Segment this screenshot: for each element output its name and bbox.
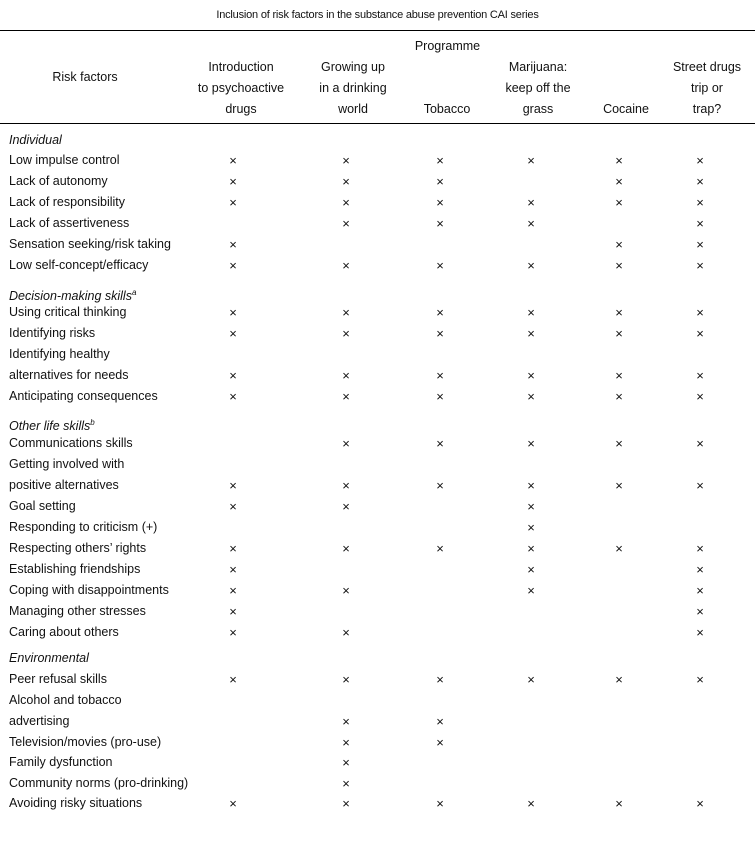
table-row: [0, 732, 755, 753]
risk-factor-label: Respecting others’ rights: [9, 541, 147, 555]
inclusion-mark: ×: [436, 478, 444, 493]
table-row: [0, 171, 755, 192]
inclusion-mark: ×: [696, 478, 704, 493]
table-row: [0, 302, 755, 323]
section-label: Individual: [9, 133, 62, 147]
inclusion-mark: ×: [527, 520, 535, 535]
table-row: [0, 601, 755, 622]
inclusion-mark: ×: [696, 174, 704, 189]
inclusion-mark: ×: [615, 796, 623, 811]
table-row: [0, 622, 755, 643]
column-header-marijuana: Marijuana: keep off the grass: [505, 60, 571, 116]
inclusion-mark: ×: [615, 478, 623, 493]
table-row: [0, 386, 755, 407]
inclusion-mark: ×: [342, 625, 350, 640]
inclusion-mark: ×: [436, 305, 444, 320]
risk-factor-label: Low self-concept/efficacy: [9, 258, 149, 272]
table-row: [0, 711, 755, 732]
inclusion-mark: ×: [696, 368, 704, 383]
risk-factor-label: Lack of responsibility: [9, 195, 126, 209]
inclusion-mark: ×: [229, 237, 237, 252]
risk-factor-label: Responding to criticism (+): [9, 520, 158, 534]
risk-factor-label: Television/movies (pro-use): [9, 735, 162, 749]
column-header-street-drugs: Street drugs trip or trap?: [672, 60, 742, 116]
risk-factor-label: Using critical thinking: [9, 305, 127, 319]
inclusion-mark: ×: [229, 153, 237, 168]
inclusion-mark: ×: [436, 258, 444, 273]
table-row: [0, 773, 755, 794]
risk-factor-label: Avoiding risky situations: [9, 796, 143, 810]
table-row: [0, 580, 755, 601]
table-row: [0, 255, 755, 276]
inclusion-mark: ×: [696, 195, 704, 210]
inclusion-mark: ×: [342, 195, 350, 210]
inclusion-mark: ×: [696, 583, 704, 598]
footnote-marker: b: [90, 418, 95, 427]
inclusion-mark: ×: [436, 216, 444, 231]
inclusion-mark: ×: [436, 174, 444, 189]
inclusion-mark: ×: [342, 326, 350, 341]
inclusion-mark: ×: [696, 436, 704, 451]
inclusion-mark: ×: [229, 672, 237, 687]
inclusion-mark: ×: [527, 216, 535, 231]
section-heading: [0, 412, 755, 433]
table-row: [0, 496, 755, 517]
risk-factor-label: Establishing friendships: [9, 562, 141, 576]
inclusion-mark: ×: [436, 735, 444, 750]
risk-factor-label: Identifying healthy: [9, 347, 110, 361]
inclusion-mark: ×: [615, 195, 623, 210]
inclusion-mark: ×: [696, 672, 704, 687]
inclusion-mark: ×: [527, 258, 535, 273]
risk-factor-label: alternatives for needs: [9, 368, 129, 382]
risk-factor-label: Alcohol and tobacco: [9, 693, 122, 707]
inclusion-mark: ×: [229, 796, 237, 811]
inclusion-mark: ×: [342, 755, 350, 770]
table-row: [0, 150, 755, 171]
risk-factors-header: Risk factors: [52, 70, 118, 84]
inclusion-mark: ×: [696, 237, 704, 252]
inclusion-mark: ×: [342, 796, 350, 811]
inclusion-mark: ×: [527, 541, 535, 556]
inclusion-mark: ×: [615, 672, 623, 687]
section-heading: [0, 282, 755, 303]
inclusion-mark: ×: [229, 478, 237, 493]
inclusion-mark: ×: [229, 368, 237, 383]
table-row: [0, 454, 755, 475]
programme-header: Programme: [414, 39, 481, 53]
inclusion-mark: ×: [527, 583, 535, 598]
section-heading: [0, 130, 755, 151]
risk-factor-label: Peer refusal skills: [9, 672, 107, 686]
inclusion-mark: ×: [615, 541, 623, 556]
table-row: [0, 323, 755, 344]
inclusion-mark: ×: [342, 174, 350, 189]
top-rule: [0, 30, 755, 31]
risk-factor-label: Caring about others: [9, 625, 119, 639]
inclusion-mark: ×: [527, 153, 535, 168]
risk-factor-label: Goal setting: [9, 499, 76, 513]
inclusion-mark: ×: [229, 583, 237, 598]
risk-factor-label: advertising: [9, 714, 70, 728]
risk-factor-label: Identifying risks: [9, 326, 96, 340]
inclusion-mark: ×: [342, 776, 350, 791]
inclusion-mark: ×: [342, 216, 350, 231]
table-row: [0, 475, 755, 496]
table-row: [0, 365, 755, 386]
inclusion-mark: ×: [436, 368, 444, 383]
risk-factor-label: Coping with disappointments: [9, 583, 169, 597]
inclusion-mark: ×: [436, 541, 444, 556]
inclusion-mark: ×: [229, 541, 237, 556]
inclusion-mark: ×: [436, 672, 444, 687]
inclusion-mark: ×: [696, 389, 704, 404]
inclusion-mark: ×: [527, 389, 535, 404]
table-row: [0, 213, 755, 234]
inclusion-mark: ×: [527, 562, 535, 577]
inclusion-mark: ×: [615, 389, 623, 404]
inclusion-mark: ×: [436, 714, 444, 729]
inclusion-mark: ×: [342, 672, 350, 687]
inclusion-mark: ×: [436, 436, 444, 451]
section-heading: [0, 648, 755, 669]
inclusion-mark: ×: [342, 583, 350, 598]
inclusion-mark: ×: [696, 604, 704, 619]
inclusion-mark: ×: [696, 562, 704, 577]
inclusion-mark: ×: [696, 153, 704, 168]
inclusion-mark: ×: [527, 326, 535, 341]
inclusion-mark: ×: [229, 258, 237, 273]
risk-factor-label: Family dysfunction: [9, 755, 113, 769]
section-label: Decision-making skills$^a$: [9, 288, 137, 304]
column-header-tobacco: Tobacco: [423, 102, 471, 116]
inclusion-mark: ×: [615, 368, 623, 383]
footnote-marker: a: [131, 288, 137, 297]
risk-factor-label: Getting involved with: [9, 457, 125, 471]
inclusion-mark: ×: [696, 305, 704, 320]
inclusion-mark: ×: [527, 436, 535, 451]
inclusion-mark: ×: [342, 541, 350, 556]
inclusion-mark: ×: [342, 735, 350, 750]
risk-factor-label: positive alternatives: [9, 478, 119, 492]
inclusion-mark: ×: [615, 237, 623, 252]
inclusion-mark: ×: [229, 389, 237, 404]
inclusion-mark: ×: [229, 625, 237, 640]
table-row: [0, 690, 755, 711]
inclusion-mark: ×: [696, 625, 704, 640]
risk-factor-label: Managing other stresses: [9, 604, 146, 618]
column-header-cocaine: Cocaine: [603, 102, 649, 116]
table-row: [0, 517, 755, 538]
risk-factor-label: Community norms (pro-drinking): [9, 776, 189, 790]
risk-factor-label: Lack of autonomy: [9, 174, 108, 188]
inclusion-mark: ×: [527, 499, 535, 514]
inclusion-mark: ×: [229, 195, 237, 210]
risk-factor-label: Low impulse control: [9, 153, 120, 167]
inclusion-mark: ×: [229, 326, 237, 341]
inclusion-mark: ×: [527, 305, 535, 320]
inclusion-mark: ×: [615, 436, 623, 451]
header-rule: [0, 123, 755, 124]
inclusion-mark: ×: [436, 195, 444, 210]
table-row: [0, 793, 755, 814]
table-row: [0, 669, 755, 690]
inclusion-mark: ×: [436, 389, 444, 404]
inclusion-mark: ×: [229, 174, 237, 189]
inclusion-mark: ×: [615, 326, 623, 341]
inclusion-mark: ×: [527, 672, 535, 687]
inclusion-mark: ×: [696, 216, 704, 231]
table-row: [0, 234, 755, 255]
table-row: [0, 559, 755, 580]
inclusion-mark: ×: [527, 368, 535, 383]
inclusion-mark: ×: [229, 562, 237, 577]
risk-factor-label: Lack of assertiveness: [9, 216, 130, 230]
column-header-introduction: Introduction to psychoactive drugs: [197, 60, 285, 116]
section-label: Other life skills$^b$: [9, 418, 95, 434]
inclusion-mark: ×: [342, 368, 350, 383]
inclusion-mark: ×: [527, 195, 535, 210]
inclusion-mark: ×: [229, 604, 237, 619]
inclusion-mark: ×: [696, 541, 704, 556]
inclusion-mark: ×: [342, 389, 350, 404]
inclusion-mark: ×: [342, 436, 350, 451]
table-row: [0, 538, 755, 559]
inclusion-mark: ×: [342, 499, 350, 514]
inclusion-mark: ×: [229, 499, 237, 514]
inclusion-mark: ×: [342, 305, 350, 320]
inclusion-mark: ×: [342, 258, 350, 273]
column-header-growing-up: Growing up in a drinking world: [319, 60, 387, 116]
table-caption: Inclusion of risk factors in the substance abuse prevention CAI series: [216, 9, 539, 21]
inclusion-mark: ×: [342, 714, 350, 729]
inclusion-mark: ×: [615, 258, 623, 273]
inclusion-mark: ×: [527, 796, 535, 811]
risk-factor-label: Sensation seeking/risk taking: [9, 237, 171, 251]
inclusion-mark: ×: [615, 305, 623, 320]
inclusion-mark: ×: [696, 258, 704, 273]
inclusion-mark: ×: [436, 153, 444, 168]
section-label: Environmental: [9, 651, 89, 665]
inclusion-mark: ×: [615, 153, 623, 168]
inclusion-mark: ×: [696, 796, 704, 811]
inclusion-mark: ×: [436, 796, 444, 811]
inclusion-mark: ×: [615, 174, 623, 189]
inclusion-mark: ×: [229, 305, 237, 320]
inclusion-mark: ×: [436, 326, 444, 341]
table-row: [0, 344, 755, 365]
table-row: [0, 433, 755, 454]
inclusion-mark: ×: [696, 326, 704, 341]
inclusion-mark: ×: [342, 153, 350, 168]
risk-factor-label: Anticipating consequences: [9, 389, 158, 403]
inclusion-mark: ×: [342, 478, 350, 493]
table-row: [0, 752, 755, 773]
table-row: [0, 192, 755, 213]
risk-factor-label: Communications skills: [9, 436, 133, 450]
inclusion-mark: ×: [527, 478, 535, 493]
